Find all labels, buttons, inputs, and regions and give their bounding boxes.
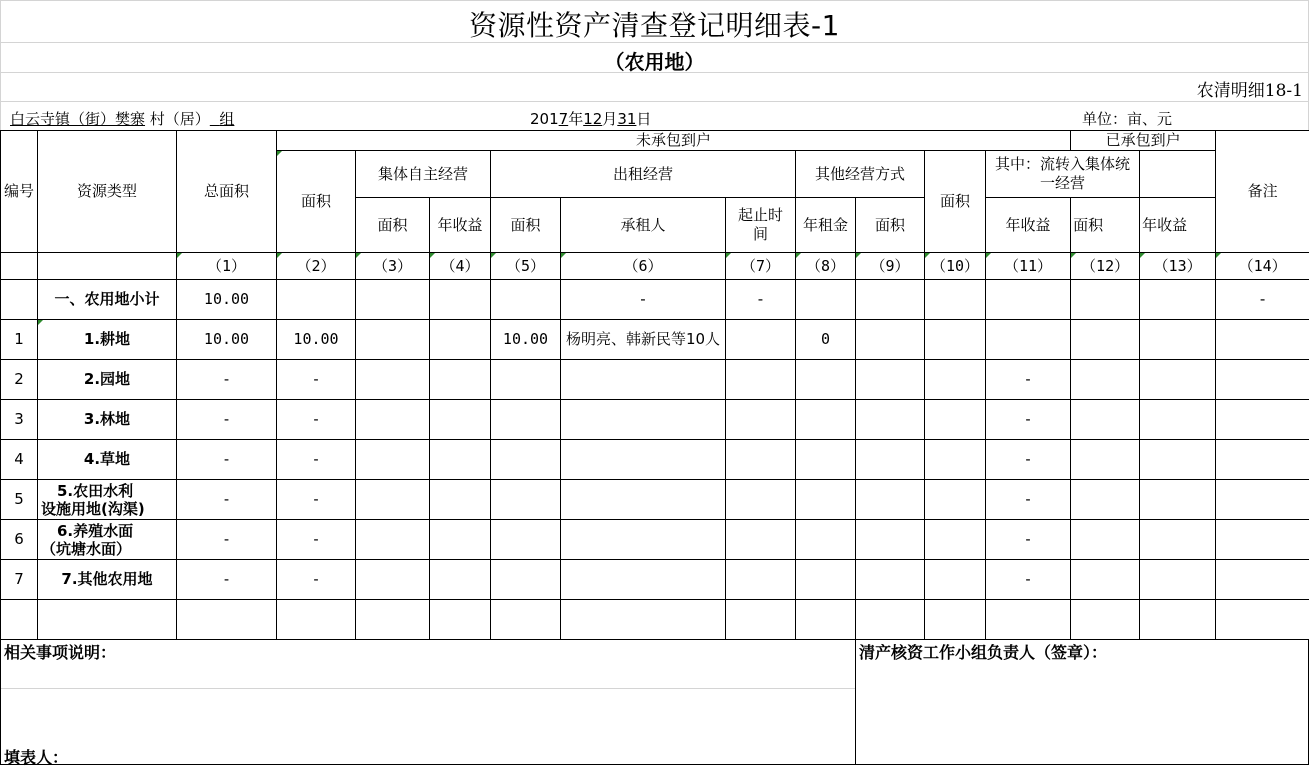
row-remarks: - (1216, 280, 1309, 320)
row-total-area: 10.00 (177, 280, 277, 320)
index-cell: （3） (356, 253, 430, 280)
table-row (1, 480, 1309, 520)
index-cell: （12） (1071, 253, 1140, 280)
row-contracted-area: - (986, 400, 1071, 440)
row-total-area: - (177, 520, 277, 560)
form-code: 农清明细18-1 (1197, 76, 1303, 101)
row-type: 3.林地 (38, 400, 177, 440)
town-name: 白云寺镇（街） (10, 110, 115, 128)
index-cell: （4） (430, 253, 491, 280)
index-cell: （7） (726, 253, 796, 280)
col-header-rent: 年租金 (796, 198, 856, 253)
row-uncontracted-area: - (277, 400, 356, 440)
col-header-total-area: 总面积 (177, 131, 277, 253)
location-line (10, 108, 234, 129)
leader-signature-label: 清产核资工作小组负责人（签章）： (859, 640, 1107, 663)
col-header-transfer-area: 面积 (1071, 198, 1140, 253)
row-lease-area: 10.00 (491, 320, 561, 360)
date-month-char: 月 (602, 110, 617, 128)
col-header-transfer-income: 年收益 (1140, 198, 1216, 253)
table-row (1, 360, 1309, 400)
row-uncontracted-area: - (277, 480, 356, 520)
table-row (1, 520, 1309, 560)
row-lessee: 杨明亮、韩新民等10人 (561, 320, 726, 360)
col-header-contracted: 已承包到户 (1071, 131, 1216, 151)
col-header-lease: 出租经营 (491, 151, 796, 198)
table-row (1, 400, 1309, 440)
row-type: 一、农用地小计 (38, 280, 177, 320)
row-no: 1 (1, 320, 38, 360)
row-uncontracted-area: - (277, 560, 356, 600)
col-header-collective-income: 年收益 (430, 198, 491, 253)
row-uncontracted-area: - (277, 520, 356, 560)
row-type: 2.园地 (38, 360, 177, 400)
col-header-collective-self: 集体自主经营 (356, 151, 491, 198)
date-day: 31 (617, 110, 636, 128)
row-no: 3 (1, 400, 38, 440)
col-header-collective-area: 面积 (356, 198, 430, 253)
asset-table (0, 130, 1309, 640)
row-no: 7 (1, 560, 38, 600)
row-lessee: - (561, 280, 726, 320)
row-contracted-area: - (986, 560, 1071, 600)
date-year-char: 年 (568, 110, 583, 128)
row-no (1, 280, 38, 320)
col-header-other-area: 面积 (856, 198, 925, 253)
row-total-area: - (177, 480, 277, 520)
filler-label: 填表人： (4, 745, 68, 768)
table-row-empty (1, 600, 1309, 640)
col-header-no: 编号 (1, 131, 38, 253)
page-subtitle: （农用地） (0, 46, 1309, 75)
row-total-area: - (177, 440, 277, 480)
date-year: 201 (530, 110, 559, 128)
row-contracted-area: - (986, 480, 1071, 520)
row-total-area: - (177, 360, 277, 400)
index-cell: （6） (561, 253, 726, 280)
row-type-line1: 5.农田水利 (41, 482, 176, 500)
row-contracted-area (986, 280, 1071, 320)
row-lease-area (491, 280, 561, 320)
row-total-area: 10.00 (177, 320, 277, 360)
unit-label: 单位：亩、元 (1082, 108, 1172, 129)
date-month: 12 (583, 110, 602, 128)
table-row (1, 280, 1309, 320)
col-header-lease-area: 面积 (491, 198, 561, 253)
row-total-area: - (177, 560, 277, 600)
index-cell: （10） (925, 253, 986, 280)
table-row (1, 440, 1309, 480)
row-type-line1: 6.养殖水面 (41, 522, 176, 540)
village-suffix: 村（居） (145, 110, 210, 128)
row-type-line2: 设施用地(沟渠) (41, 500, 176, 518)
row-contracted-area (986, 320, 1071, 360)
row-no: 5 (1, 480, 38, 520)
notes-label: 相关事项说明： (4, 640, 116, 663)
table-row (1, 320, 1309, 360)
row-no: 2 (1, 360, 38, 400)
row-type (38, 520, 177, 560)
row-type (38, 480, 177, 520)
col-header-type: 资源类型 (38, 131, 177, 253)
col-header-other-mode: 其他经营方式 (796, 151, 925, 198)
col-header-uncontracted: 未承包到户 (277, 131, 1071, 151)
col-header-remarks: 备注 (1216, 131, 1309, 253)
col-header-transfer: 其中：流转入集体统一经营 (986, 151, 1140, 198)
group-blank (210, 110, 220, 128)
date-year-last: 7 (559, 110, 569, 128)
row-remarks (1216, 320, 1309, 360)
index-cell: （14） (1216, 253, 1309, 280)
row-no: 6 (1, 520, 38, 560)
index-cell: （13） (1140, 253, 1216, 280)
row-contracted-area: - (986, 360, 1071, 400)
row-contracted-area: - (986, 440, 1071, 480)
group-suffix: 组 (219, 110, 234, 128)
page-title: 资源性资产清查登记明细表-1 (0, 4, 1309, 44)
index-cell: （8） (796, 253, 856, 280)
row-type: 7.其他农用地 (38, 560, 177, 600)
date-day-char: 日 (636, 110, 651, 128)
row-contracted-area: - (986, 520, 1071, 560)
row-type: 4.草地 (38, 440, 177, 480)
index-row (1, 253, 1309, 280)
row-uncontracted-area: 10.00 (277, 320, 356, 360)
index-cell: （5） (491, 253, 561, 280)
index-cell: （11） (986, 253, 1071, 280)
row-rent (796, 280, 856, 320)
col-header-time: 起止时间 (726, 198, 796, 253)
col-header-lessee: 承租人 (561, 198, 726, 253)
index-cell: （1） (177, 253, 277, 280)
col-header-contracted-area: 面积 (925, 151, 986, 253)
index-cell: （2） (277, 253, 356, 280)
row-no: 4 (1, 440, 38, 480)
index-cell: （9） (856, 253, 925, 280)
col-header-uncontracted-area: 面积 (277, 151, 356, 253)
row-rent: 0 (796, 320, 856, 360)
report-date (530, 108, 651, 129)
table-row (1, 560, 1309, 600)
row-uncontracted-area: - (277, 360, 356, 400)
row-uncontracted-area: - (277, 440, 356, 480)
row-time (726, 320, 796, 360)
row-type: 1.耕地 (38, 320, 177, 360)
village-name: 樊寨 (115, 110, 145, 128)
row-uncontracted-area (277, 280, 356, 320)
row-time: - (726, 280, 796, 320)
row-total-area: - (177, 400, 277, 440)
col-header-other-income: 年收益 (986, 198, 1071, 253)
row-type-line2: （坑塘水面） (41, 540, 176, 558)
